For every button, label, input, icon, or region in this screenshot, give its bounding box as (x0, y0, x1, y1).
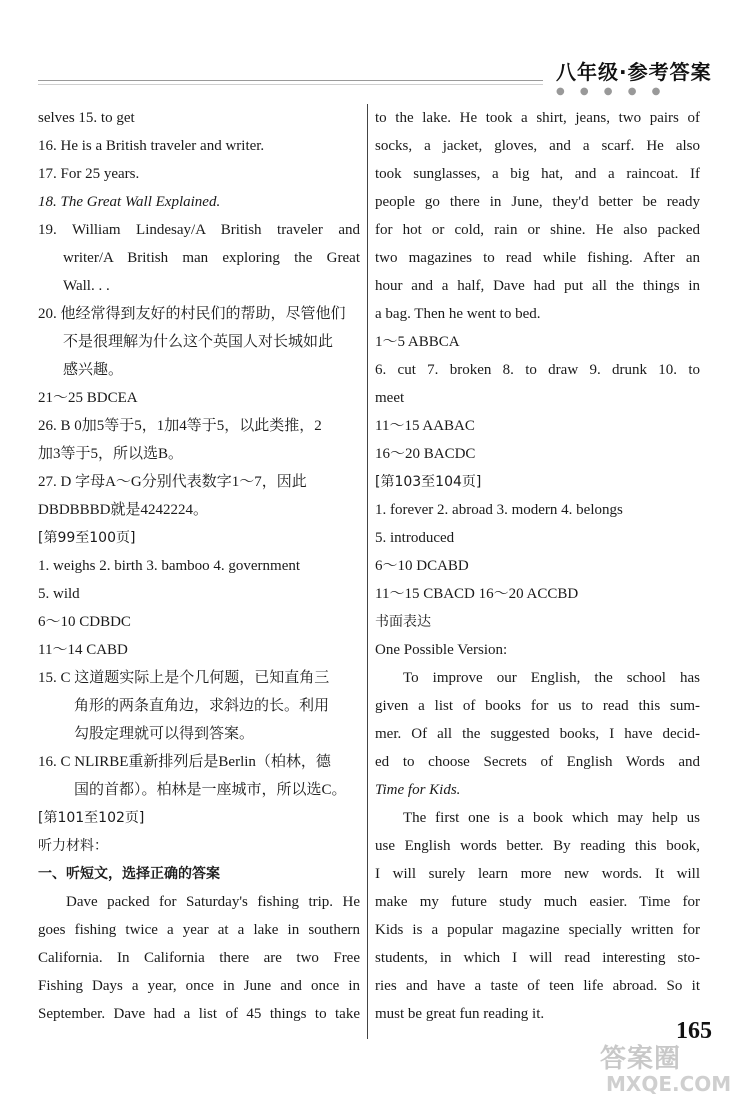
page-number: 165 (676, 1018, 712, 1044)
text-line: 18. The Great Wall Explained. (38, 194, 221, 210)
text-line: use English words better. By reading this book, (375, 838, 700, 854)
text-line: 不是很理解为什么这个英国人对长城如此 (63, 334, 334, 350)
text-line: people go there in June, they'd better be ready (375, 194, 700, 210)
section-heading: [第99至100页] (38, 530, 136, 546)
text-line: socks, a jacket, gloves, and a scarf. He also (375, 138, 700, 154)
text-line: 加3等于5，所以选B。 (38, 446, 184, 462)
text-line: writer/A British man exploring the Great (63, 250, 360, 266)
text-line: selves 15. to get (38, 110, 135, 126)
text-line: 17. For 25 years. (38, 166, 140, 182)
text-line: to the lake. He took a shirt, jeans, two pairs of (375, 110, 700, 126)
text-line: 16. C NLIRBE重新排列后是Berlin（柏林，德 (38, 754, 331, 770)
text-line: The first one is a book which may help us (403, 810, 700, 826)
text-line: 6～10 DCABD (375, 558, 469, 574)
text-line: 听力材料： (38, 838, 108, 854)
text-line: 勾股定理就可以得到答案。 (74, 726, 255, 742)
header-rule (38, 80, 543, 81)
text-line: One Possible Version: (375, 642, 508, 658)
text-line: meet (375, 390, 405, 406)
text-line: Kids is a popular magazine specially written for (375, 922, 700, 938)
text-line: 1. weighs 2. birth 3. bamboo 4. government (38, 558, 301, 574)
section-heading: [第101至102页] (38, 810, 145, 826)
text-line: make my future study much easier. Time for (375, 894, 700, 910)
text-line: ed to choose Secrets of English Words and (375, 754, 700, 770)
text-line: 5. introduced (375, 530, 455, 546)
text-line: September. Dave had a list of 45 things to take (38, 1006, 360, 1022)
text-line: for hot or cold, rain or shine. He also packed (375, 222, 700, 238)
text-line: Dave packed for Saturday's fishing trip. He (66, 894, 360, 910)
section-heading: 书面表达 (375, 614, 431, 630)
text-line: 26. B 0加5等于5，1加4等于5，以此类推，2 (38, 418, 322, 434)
text-line: 1～5 ABBCA (375, 334, 460, 350)
text-line: California. In California there are two Free (38, 950, 360, 966)
text-line: 16. He is a British traveler and writer. (38, 138, 265, 154)
text-line: hour and a half, Dave had put all the things in (375, 278, 700, 294)
text-line: must be great fun reading it. (375, 1006, 545, 1022)
text-line: 11～15 AABAC (375, 418, 475, 434)
column-divider (367, 104, 368, 1039)
text-line: 11～15 CBACD 16～20 ACCBD (375, 586, 579, 602)
text-line: 1. forever 2. abroad 3. modern 4. belongs (375, 502, 623, 518)
text-line: 感兴趣。 (63, 362, 124, 378)
text-line: 6～10 CDBDC (38, 614, 131, 630)
text-line: 20. 他经常得到友好的村民们的帮助，尽管他们 (38, 306, 346, 322)
text-line: 15. C 这道题实际上是个几何题，已知直角三 (38, 670, 330, 686)
watermark-url: MXQE.COM (606, 1072, 732, 1096)
text-line: mer. Of all the suggested books, I have decid- (375, 726, 700, 742)
text-line: 6. cut 7. broken 8. to draw 9. drunk 10. to (375, 362, 700, 378)
text-line: 19. William Lindesay/A British traveler and (38, 222, 360, 238)
text-line: took sunglasses, a big hat, and a raincoat. If (375, 166, 700, 182)
header-rule-secondary (38, 84, 543, 85)
header-dots: ● ● ● ● ● (556, 86, 667, 97)
text-line: Wall. . . (63, 278, 110, 294)
text-line: given a list of books for us to read this sum- (375, 698, 700, 714)
text-line: Time for Kids. (375, 782, 461, 798)
text-line: 16～20 BACDC (375, 446, 476, 462)
text-line: 国的首都）。柏林是一座城市，所以选C。 (74, 782, 347, 798)
right-column (375, 104, 700, 1028)
text-line: To improve our English, the school has (403, 670, 700, 686)
text-line: students, in which I will read interesting sto- (375, 950, 700, 966)
watermark-logo: 答案圈 (600, 1044, 682, 1074)
text-line: goes fishing twice a year at a lake in southern (38, 922, 360, 938)
page-header-title: 八年级·参考答案 (556, 60, 712, 84)
text-line: Fishing Days a year, once in June and once in (38, 978, 360, 994)
text-line: 27. D 字母A～G分别代表数字1～7，因此 (38, 474, 307, 490)
subsection-heading: 一、听短文，选择正确的答案 (38, 866, 220, 882)
left-column (38, 104, 360, 1028)
text-line: I will surely learn more new words. It will (375, 866, 700, 882)
text-line: ries and have a taste of teen life abroad. So it (375, 978, 700, 994)
text-line: 5. wild (38, 586, 80, 602)
text-line: 11～14 CABD (38, 642, 128, 658)
text-line: DBDBBBD就是4242224。 (38, 502, 209, 518)
section-heading: [第103至104页] (375, 474, 482, 490)
text-line: a bag. Then he went to bed. (375, 306, 541, 322)
text-line: 21～25 BDCEA (38, 390, 138, 406)
text-line: 角形的两条直角边，求斜边的长。利用 (74, 698, 330, 714)
text-line: two magazines to read while fishing. After an (375, 250, 700, 266)
